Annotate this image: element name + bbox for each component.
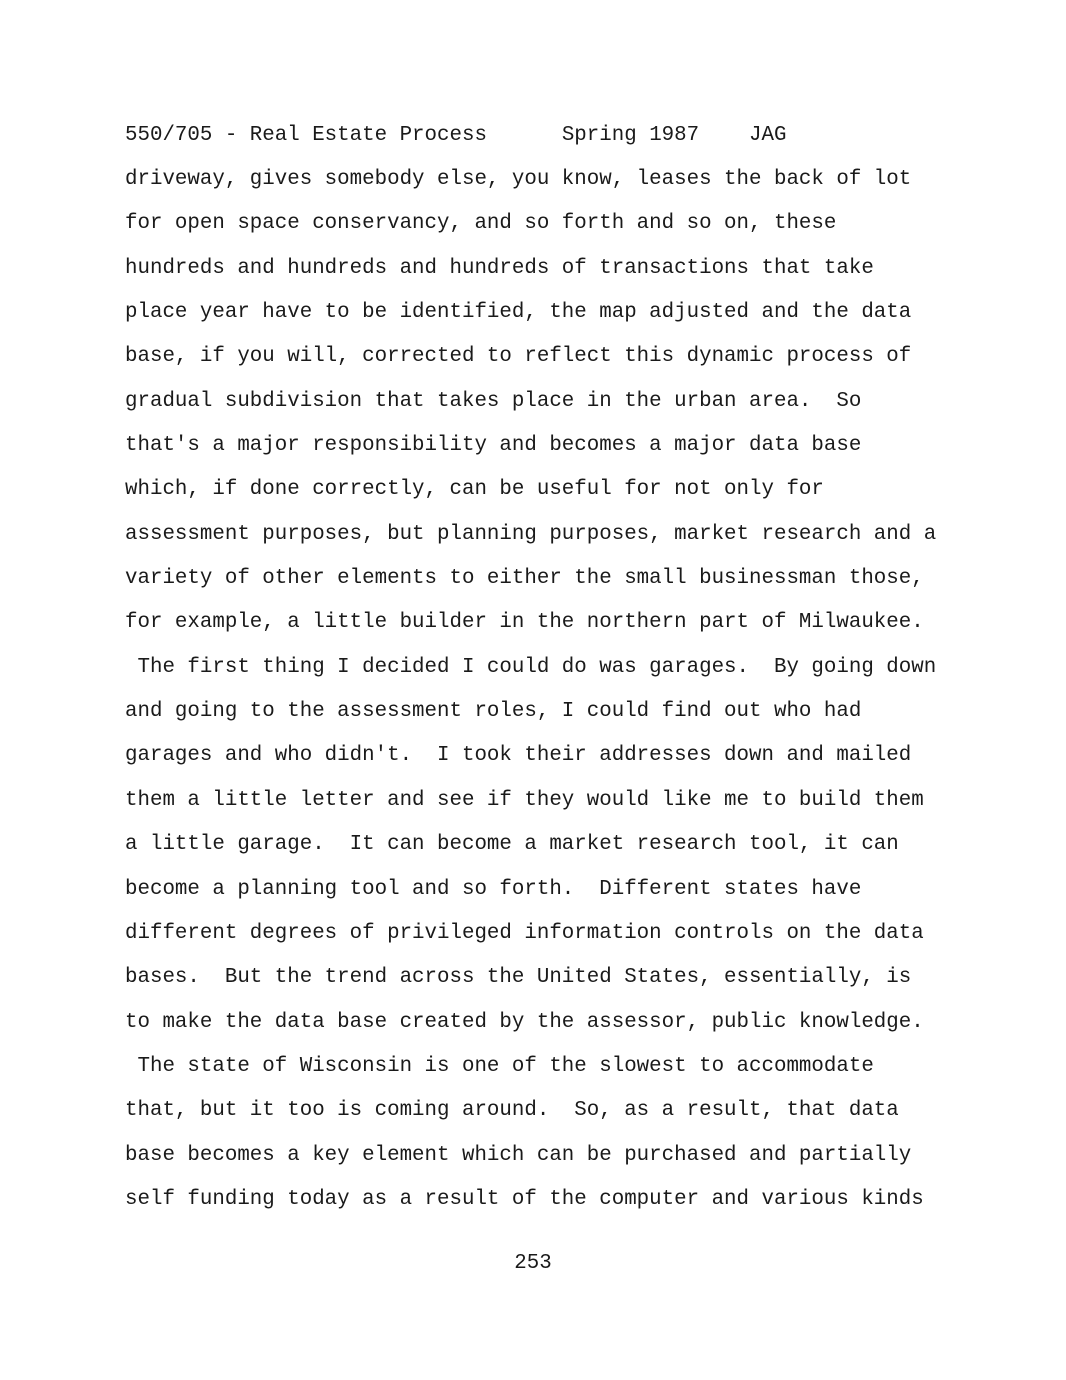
text-line: different degrees of privileged information controls on the data bbox=[125, 921, 924, 945]
text-line: assessment purposes, but planning purposes, market research and a bbox=[125, 522, 937, 546]
text-line: place year have to be identified, the map adjusted and the data bbox=[125, 301, 912, 325]
text-line: a little garage. It can become a market research tool, it can bbox=[125, 833, 899, 857]
text-line: bases. But the trend across the United States, essentially, is bbox=[125, 966, 912, 990]
text-line: that, but it too is coming around. So, as a result, that data bbox=[125, 1099, 899, 1123]
header-course: 550/705 - Real Estate Process bbox=[125, 124, 487, 147]
page-header bbox=[125, 123, 787, 149]
text-line: gradual subdivision that takes place in the urban area. So bbox=[125, 389, 862, 413]
text-line: become a planning tool and so forth. Different states have bbox=[125, 877, 862, 901]
text-line: for open space conservancy, and so forth and so on, these bbox=[125, 212, 837, 236]
header-term: Spring 1987 bbox=[561, 124, 700, 147]
page-number: 253 bbox=[514, 1252, 552, 1275]
text-line: and going to the assessment roles, I could find out who had bbox=[125, 700, 862, 724]
body-text bbox=[125, 167, 1025, 1231]
text-line: that's a major responsibility and becomes a major data base bbox=[125, 434, 862, 458]
text-line: driveway, gives somebody else, you know, leases the back of lot bbox=[125, 168, 912, 191]
header-initials: JAG bbox=[749, 124, 787, 147]
text-line: base becomes a key element which can be purchased and partially bbox=[125, 1143, 912, 1167]
text-line: variety of other elements to either the small businessman those, bbox=[125, 567, 924, 591]
text-line: which, if done correctly, can be useful for not only for bbox=[125, 478, 824, 502]
text-line: self funding today as a result of the computer and various kinds bbox=[125, 1187, 924, 1211]
text-line: garages and who didn't. I took their addresses down and mailed bbox=[125, 744, 912, 768]
text-line: The state of Wisconsin is one of the slowest to accommodate bbox=[125, 1054, 874, 1078]
text-line: for example, a little builder in the northern part of Milwaukee. bbox=[125, 611, 924, 635]
text-line: base, if you will, corrected to reflect this dynamic process of bbox=[125, 345, 912, 369]
text-line: to make the data base created by the assessor, public knowledge. bbox=[125, 1010, 924, 1034]
text-line: The first thing I decided I could do was garages. By going down bbox=[125, 655, 937, 679]
text-line: hundreds and hundreds and hundreds of transactions that take bbox=[125, 256, 874, 280]
text-line: them a little letter and see if they would like me to build them bbox=[125, 788, 924, 812]
